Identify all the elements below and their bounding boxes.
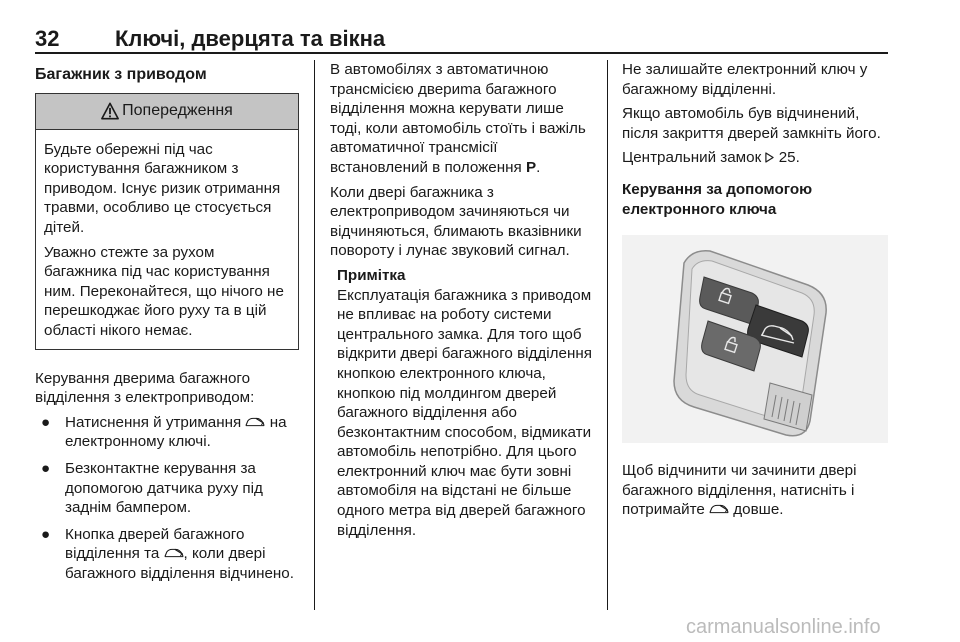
warning-heading: Попередження <box>122 102 233 120</box>
trunk-car-icon <box>709 503 729 515</box>
reference-text: Центральний замок <box>622 149 762 167</box>
column-divider-1 <box>314 60 315 610</box>
warning-triangle-icon <box>101 102 119 120</box>
paragraph: Не залишайте електронний ключ у багажному відділенні. <box>622 61 868 98</box>
bullet-text: на електронному ключі. <box>65 413 287 451</box>
intro-text: Керування дверима багажного відділення з електроприводом: <box>35 369 255 407</box>
cross-reference <box>622 148 892 168</box>
trunk-car-icon <box>164 547 184 559</box>
list-item <box>35 459 299 518</box>
column-2 <box>330 60 595 540</box>
column-1 <box>35 60 299 590</box>
page-ref-arrow-icon <box>765 152 774 163</box>
paragraph: Коли двері багажника з електроприводом зачиняються чи відчиняються, блимають вказівники повороту і лунає звуковий сигнал. <box>330 183 582 260</box>
page-header-title: Ключі, дверцята та вікна <box>115 26 386 51</box>
column-divider-2 <box>607 60 608 610</box>
header-divider <box>35 52 888 54</box>
bullet-dot: ● <box>41 525 51 543</box>
watermark: carmanualsonline.info <box>686 616 881 638</box>
key-fob-illustration <box>622 235 888 443</box>
warning-body <box>36 130 298 349</box>
bullet-dot: ● <box>41 413 51 431</box>
reference-page: 25. <box>778 149 800 167</box>
paragraph-end: . <box>536 158 541 176</box>
note-text: Експлуатація багажника з приводом не впливає на роботу системи центрального замка. Для того щоб відкрити двері багажного відділення кнопкою електронного ключа, кнопкою під молдингом дверей багажного відділення або безконтактним способом, відмикати автомобіль непотрібно. Для цього електронний ключ має бути зовні автомобіля на відстані не більше одного метра від дверей багажного відділення. <box>337 286 592 539</box>
bullet-text: Кнопка дверей багажного відділення та <box>65 525 245 563</box>
key-fob-image <box>622 235 888 443</box>
warning-paragraph: Уважно стежте за рухом багажника під час користування ним. Переконайтеся, що нічого не перешкоджає його руху та в цій області нікого немає. <box>44 243 284 339</box>
subheading: Керування за допомогою електронного ключа <box>622 180 813 218</box>
list-item <box>35 413 299 452</box>
gear-position-p: P <box>525 158 537 176</box>
bullet-text: Натиснення й утримання <box>65 413 242 431</box>
section-title: Багажник з приводом <box>35 66 207 83</box>
caption <box>622 461 892 520</box>
note-block <box>330 266 595 540</box>
paragraph <box>330 60 595 178</box>
list-item <box>35 525 299 584</box>
warning-box <box>35 93 299 350</box>
caption-end: довше. <box>733 501 784 519</box>
page-number: 32 <box>35 26 60 51</box>
column-3 <box>622 60 892 525</box>
paragraph-text: В автомобілях з автоматичною трансмісією двериma багажного відділення можна керувати лише тоді, коли автомобіль стоїть і важіль автоматичної трансмісії встановлений в положення <box>330 61 586 176</box>
warning-paragraph: Будьте обережні під час користування багажником з приводом. Існує ризик отримання травми, особливо це стосується дітей. <box>44 140 281 236</box>
bullet-text: , коли двері багажного відділення відчинено. <box>65 545 294 582</box>
trunk-car-icon <box>245 416 265 428</box>
bullet-dot: ● <box>41 459 51 477</box>
caption-text: Щоб відчинити чи зачинити двері багажного відділення, натисніть і потримайте <box>622 462 857 519</box>
warning-header <box>36 94 298 130</box>
note-title: Примітка <box>337 266 406 284</box>
paragraph: Якщо автомобіль був відчинений, після закриття дверей замкніть його. <box>622 105 881 142</box>
bullet-list <box>35 413 299 584</box>
bullet-text: Безконтактне керування за допомогою датчика руху під заднім бампером. <box>65 459 263 517</box>
